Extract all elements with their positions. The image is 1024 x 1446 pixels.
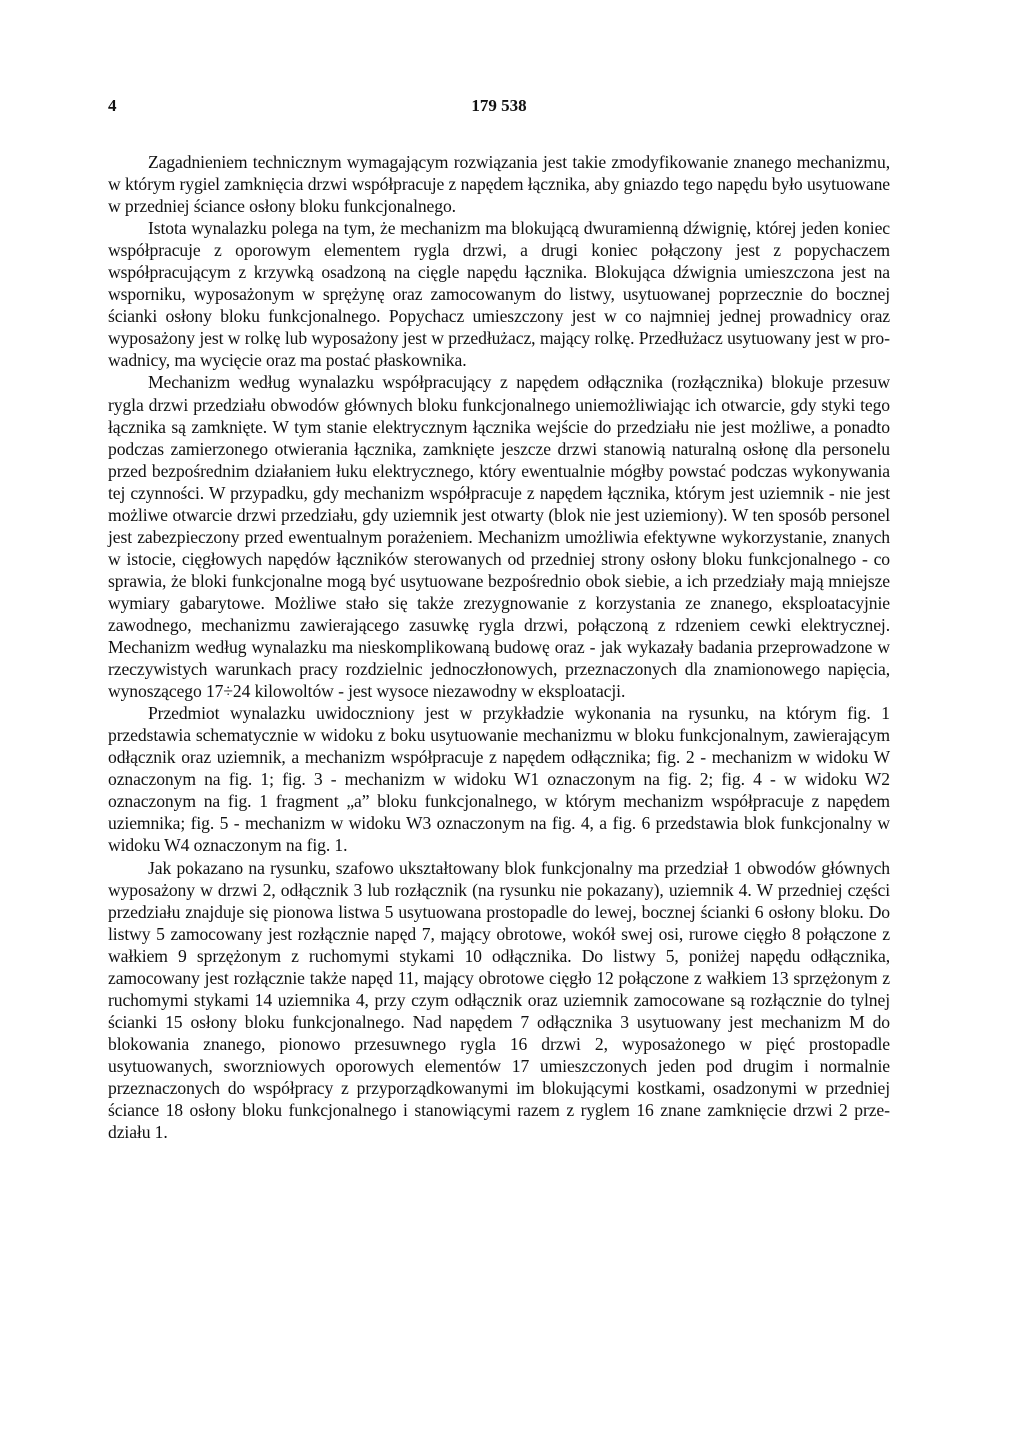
paragraph-advantages: Mechanizm według wynalazku współpracujący z napędem odłącznika (rozłącznika) blokuje przesuw rygla drzwi przedziału obwodów głównych bloku funkcjonalnego uniemożliwiając ich otwarcie, gdy styki tego łącznika są zamknięte. W tym stanie elektrycznym łącznika wejście do przedziału nie jest możliwe, a ponadto podczas zamierzonego otwierania łącznika, zamknięte jeszcze drzwi stanowią naturalną osłonę dla personelu przed bezpośrednim działaniem łuku elektrycznego, który ewentualnie mógłby powstać podczas wykonywania tej czynności. W przypadku, gdy mechanizm współpracuje z napędem łącznika, którym jest uziemnik - nie jest możliwe otwarcie drzwi przedziału, gdy uziemnik jest otwarty (blok nie jest uziemiony). W ten sposób personel jest zabezpieczony przed ewentualnym porażeniem. Mechanizm umożliwia efektywne wykorzystanie, znanych w istocie, cięgłowych napędów łączników sterowanych od przedniej strony osłony bloku funkcjonalnego - co sprawia, że bloki funkcjonalne mogą być usytuowane bezpośrednio obok siebie, a ich przedziały mają mniejsze wymiary gabarytowe. Możliwe stało się także zrezygnowanie z korzystania ze znanego, eksploatacyjnie zawodnego, mechanizmu zawierającego zasuwkę rygla drzwi, połączoną z rdzeniem cewki elektrycznej. Mechanizm według wynalazku ma nieskomplikowaną budowę oraz - jak wykazały badania przeprowadzone w rzeczywistych warunkach pracy rozdzielnic jednoczłonowych, przeznaczonych dla znamionowego napięcia, wynoszącego 17÷24 kilowoltów - jest wysoce niezawodny w eksploatacji. bbox=[108, 372, 890, 702]
paragraph-figures: Przedmiot wynalazku uwidoczniony jest w przykładzie wykonania na rysunku, na którym fig. 1 przedstawia schematycznie w widoku z boku usytuowanie mechanizmu w bloku funkcjonalnym, zawierającym odłącznik oraz uziemnik, a mechanizm współpracuje z napędem odłącznika; fig. 2 - mechanizm w widoku W oznaczonym na fig. 1; fig. 3 - mechanizm w widoku W1 oznaczonym na fig. 2; fig. 4 - w widoku W2 oznaczonym na fig. 1 fragment „a” bloku funkcjonalnego, w którym mechanizm współpracuje z napędem uziemnika; fig. 5 - mechanizm w widoku W3 oznaczonym na fig. 4, a fig. 6 przedstawia blok funkcjonalny w widoku W4 oznaczonym na fig. 1. bbox=[108, 703, 890, 856]
paragraph-description: Jak pokazano na rysunku, szafowo ukształtowany blok funkcjonalny ma przedział 1 obwodów głównych wyposażony w drzwi 2, odłącznik 3 lub rozłącznik (na rysunku nie pokazany), uziemnik 4. W przedniej części przedziału znajduje się pionowa listwa 5 usytuowana prostopadle do lewej, bocznej ścianki 6 osłony bloku. Do listwy 5 zamocowany jest rozłącznie napęd 7, mający obrotowe, wokół swej osi, rurowe cięgło 8 połączone z wałkiem 9 sprzężonym z ruchomymi stykami 10 odłącznika. Do listwy 5, poniżej napędu odłącznika, zamocowany jest rozłącznie także napęd 11, mający obrotowe cięgło 12 połączone z wałkiem 13 sprzężonym z ruchomymi stykami 14 uziemnika 4, przy czym odłącznik oraz uziemnik zamocowane są rozłącznie do tylnej ścianki 15 osłony bloku funkcjonalnego. Nad napędem 7 odłącznika 3 usytuowany jest mechanizm M do blokowania znanego, pionowo przesuwnego rygla 16 drzwi 2, wyposażonego w pięć prostopadle usytuowanych, sworzniowych oporowych elementów 17 umieszczonych jeden pod drugim i normalnie przeznaczonych do współpracy z przyporządkowanymi im blokującymi kostkami, osadzonymi w przedniej ściance 18 osłony bloku funkcjonalnego i stanowiącymi razem z ryglem 16 znane zamknięcie drzwi 2 przedziału 1. bbox=[108, 857, 890, 1143]
page-header bbox=[108, 96, 890, 122]
patent-number: 179 538 bbox=[471, 96, 527, 115]
paragraph-problem: Zagadnieniem technicznym wymagającym rozwiązania jest takie zmodyfikowanie znanego mechanizmu, w którym rygiel zamknięcia drzwi współpracuje z napędem łącznika, aby gniazdo tego napędu było usytuowane w przedniej ściance osłony bloku funkcjonalnego. bbox=[108, 152, 890, 217]
paragraph-essence: Istota wynalazku polega na tym, że mechanizm ma blokującą dwuramienną dźwignię, której jeden koniec współpracuje z oporowym elementem rygla drzwi, a drugi koniec połączony jest z popychaczem współpracującym z krzywką osadzoną na cięgle napędu łącznika. Blokująca dźwignia umieszczona jest na wsporniku, wyposażonym w sprężynę oraz zamocowanym do listwy, usytuowanej poprzecznie do bocznej ścianki osłony bloku funkcjonalnego. Popychacz umieszczony jest w co najmniej jednej prowadnicy oraz wyposażony jest w rolkę lub wyposażony jest w przedłużacz, mający rolkę. Przedłużacz usytuowany jest w prowadnicy, ma wycięcie oraz ma postać płaskownika. bbox=[108, 218, 890, 371]
document-body bbox=[108, 151, 890, 1143]
page-number: 4 bbox=[108, 96, 117, 115]
